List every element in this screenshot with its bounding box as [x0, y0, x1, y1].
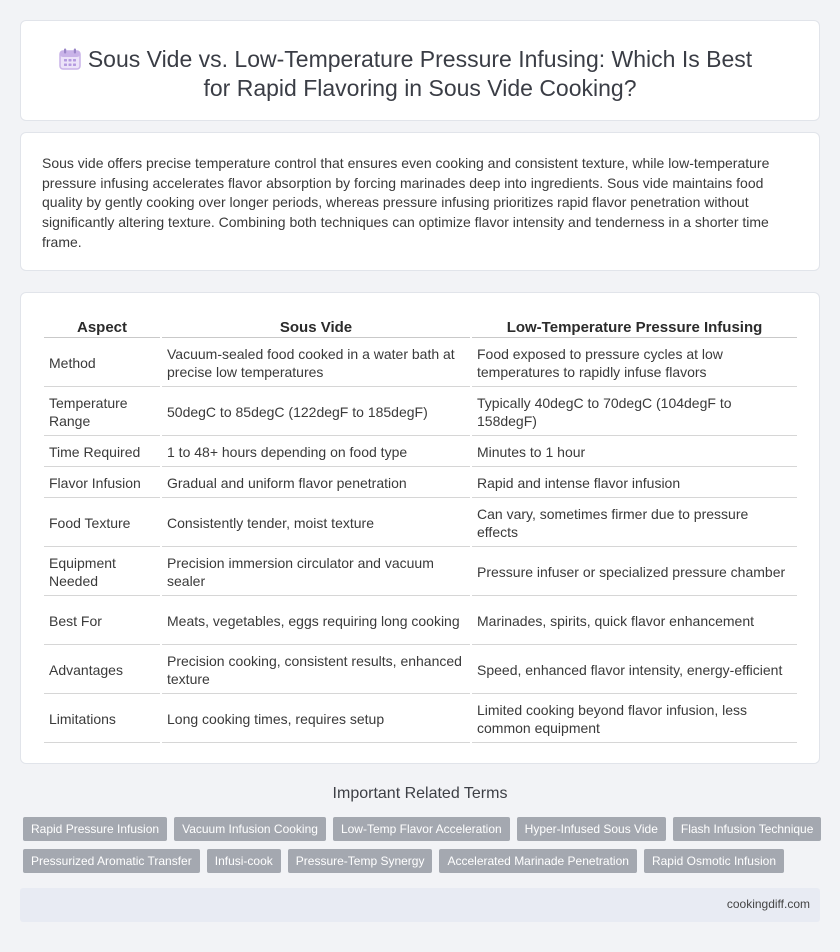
table-row: [44, 696, 797, 743]
related-terms-title: Important Related Terms: [332, 785, 508, 802]
tag-link[interactable]: Hyper-Infused Sous Vide: [517, 817, 666, 841]
cell-sous-vide: Precision immersion circulator and vacuum sealer: [162, 549, 470, 596]
cell-pressure: Rapid and intense flavor infusion: [472, 469, 797, 498]
title-card: [20, 20, 820, 121]
cell-pressure: Marinades, spirits, quick flavor enhancement: [472, 598, 797, 645]
cell-aspect: Temperature Range: [44, 389, 160, 436]
comparison-table: [42, 314, 799, 745]
intro-paragraph: Sous vide offers precise temperature control that ensures even cooking and consistent texture, while low-temperature pressure infusing accelerates flavor absorption by forcing marinades deep into ingredients. Sous vide maintains food quality by gently cooking over longer periods, whereas pressure infusing prioritizes rapid flavor penetration without significantly altering texture. Combining both techniques can optimize flavor intensity and tenderness in a shorter time frame.: [42, 155, 770, 250]
related-terms-tags: [23, 817, 823, 881]
cell-sous-vide: Consistently tender, moist texture: [162, 500, 470, 547]
cell-aspect: Advantages: [44, 647, 160, 694]
cell-pressure: Pressure infuser or specialized pressure chamber: [472, 549, 797, 596]
footer: [20, 888, 820, 922]
tag-link[interactable]: Rapid Osmotic Infusion: [644, 849, 784, 873]
cell-pressure: Speed, enhanced flavor intensity, energy-efficient: [472, 647, 797, 694]
table-row: [44, 438, 797, 467]
cell-sous-vide: Meats, vegetables, eggs requiring long cooking: [162, 598, 470, 645]
cell-pressure: Can vary, sometimes firmer due to pressure effects: [472, 500, 797, 547]
table-row: [44, 500, 797, 547]
cell-aspect: Equipment Needed: [44, 549, 160, 596]
tag-link[interactable]: Pressure-Temp Synergy: [288, 849, 433, 873]
cell-pressure: Limited cooking beyond flavor infusion, less common equipment: [472, 696, 797, 743]
tag-row-1: [23, 817, 823, 841]
tag-link[interactable]: Accelerated Marinade Penetration: [439, 849, 636, 873]
cell-pressure: Food exposed to pressure cycles at low temperatures to rapidly infuse flavors: [472, 340, 797, 387]
tag-link[interactable]: Low-Temp Flavor Acceleration: [333, 817, 510, 841]
table-row: [44, 340, 797, 387]
cell-aspect: Method: [44, 340, 160, 387]
cell-aspect: Food Texture: [44, 500, 160, 547]
table-row: [44, 549, 797, 596]
cell-sous-vide: Precision cooking, consistent results, enhanced texture: [162, 647, 470, 694]
tag-link[interactable]: Infusi-cook: [207, 849, 281, 873]
table-row: [44, 647, 797, 694]
cell-sous-vide: Gradual and uniform flavor penetration: [162, 469, 470, 498]
page-title-line1: Sous Vide vs. Low-Temperature Pressure Infusing: Which Is Best: [87, 46, 753, 72]
cell-aspect: Time Required: [44, 438, 160, 467]
cell-sous-vide: Vacuum-sealed food cooked in a water bath at precise low temperatures: [162, 340, 470, 387]
cell-sous-vide: Long cooking times, requires setup: [162, 696, 470, 743]
cell-pressure: Typically 40degC to 70degC (104degF to 158degF): [472, 389, 797, 436]
intro-card: [20, 132, 820, 271]
cell-aspect: Best For: [44, 598, 160, 645]
cell-aspect: Flavor Infusion: [44, 469, 160, 498]
table-row: [44, 598, 797, 645]
cell-pressure: Minutes to 1 hour: [472, 438, 797, 467]
footer-site-link[interactable]: cookingdiff.com: [726, 897, 810, 911]
page-title-line2: for Rapid Flavoring in Sous Vide Cooking?: [203, 75, 637, 101]
header-pressure-infusing: Low-Temperature Pressure Infusing: [472, 316, 797, 338]
page-title: [21, 45, 819, 103]
header-sous-vide: Sous Vide: [162, 316, 470, 338]
table-row: [44, 469, 797, 498]
comparison-table-card: [20, 292, 820, 764]
table-header-row: [44, 316, 797, 338]
tag-row-2: [23, 849, 823, 873]
cell-sous-vide: 1 to 48+ hours depending on food type: [162, 438, 470, 467]
tag-link[interactable]: Pressurized Aromatic Transfer: [23, 849, 200, 873]
tag-link[interactable]: Rapid Pressure Infusion: [23, 817, 167, 841]
cell-sous-vide: 50degC to 85degC (122degF to 185degF): [162, 389, 470, 436]
tag-link[interactable]: Vacuum Infusion Cooking: [174, 817, 326, 841]
tag-link[interactable]: Flash Infusion Technique: [673, 817, 822, 841]
cell-aspect: Limitations: [44, 696, 160, 743]
table-row: [44, 389, 797, 436]
header-aspect: Aspect: [44, 316, 160, 338]
